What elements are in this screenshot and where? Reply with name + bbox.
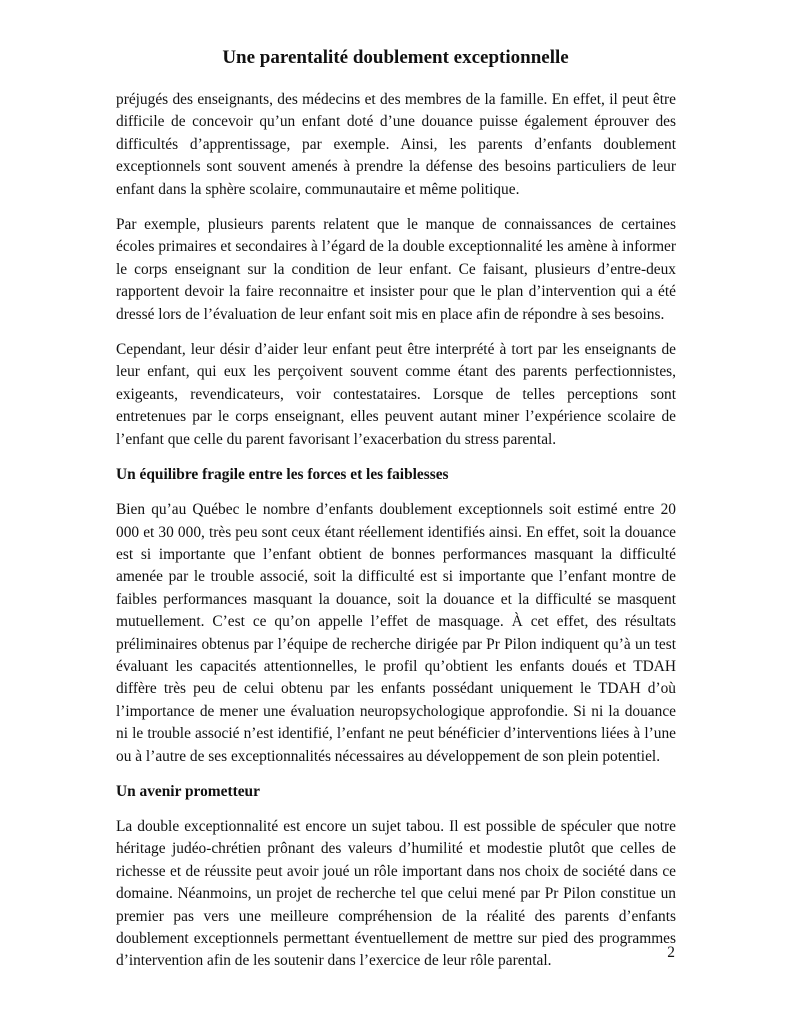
body-paragraph: Bien qu’au Québec le nombre d’enfants doublement exceptionnels soit estimé entre 20 000 et 30 000, très peu sont ceux étant réellement identifiés ainsi. En effet, soit la douance est si importante que l’enfant obtient de bonnes performances masquant la difficulté amenée par le trouble associé, soit la difficulté est si importante que l’enfant montre de faibles performances masquant la douance, soit la douance et la difficulté se masquent mutuellement. C’est ce qu’on appelle l’effet de masquage. À cet effet, des résultats préliminaires obtenus par l’équipe de recherche dirigée par Pr Pilon indiquent qu’à un test évaluant les capacités attentionnelles, le profil qu’obtient les enfants doués et TDAH diffère très peu de celui obtenu par les enfants possédant uniquement le TDAH d’où l’importance de mener une évaluation neuropsychologique approfondie. Si ni la douance ni le trouble associé n’est identifié, l’enfant ne peut bénéficier d’interventions liées à l’une ou à l’autre de ses exceptionnalités nécessaires au développement de son plein potentiel. bbox=[116, 501, 676, 765]
section-heading-future: Un avenir prometteur bbox=[116, 782, 260, 800]
section-heading-balance: Un équilibre fragile entre les forces et les faiblesses bbox=[116, 466, 449, 484]
body-paragraph: La double exceptionnalité est encore un sujet tabou. Il est possible de spéculer que notre héritage judéo-chrétien prônant des valeurs d’humilité et modestie plutôt que celles de richesse et de réussite peut avoir joué un rôle important dans nos choix de société dans ce domaine. Néanmoins, un projet de recherche tel que celui mené par Pr Pilon constitue un premier pas vers une meilleure compréhension de la réalité des parents d’enfants doublement exceptionnels permettant éventuellement de mettre sur pied des programmes d’intervention afin de les soutenir dans l’exercice de leur rôle parental. bbox=[116, 817, 676, 970]
document-body bbox=[116, 89, 676, 986]
body-paragraph: préjugés des enseignants, des médecins et des membres de la famille. En effet, il peut être difficile de concevoir qu’un enfant doté d’une douance puisse également éprouver des difficultés d’apprentissage, par exemple. Ainsi, les parents d’enfants doublement exceptionnels sont souvent amenés à prendre la défense des besoins particuliers de leur enfant dans la sphère scolaire, communautaire et même politique. bbox=[116, 91, 676, 198]
page-title: Une parentalité doublement exceptionnelle bbox=[222, 47, 569, 68]
page-number: 2 bbox=[667, 944, 675, 961]
body-paragraph: Par exemple, plusieurs parents relatent que le manque de connaissances de certaines écoles primaires et secondaires à l’égard de la double exceptionnalité les amène à informer le corps enseignant sur la condition de leur enfant. Ce faisant, plusieurs d’entre-deux rapportent devoir la faire reconnaitre et insister pour que le plan d’intervention qui a été dressé lors de l’évaluation de leur enfant soit mis en place afin de répondre à ses besoins. bbox=[116, 216, 676, 323]
body-paragraph: Cependant, leur désir d’aider leur enfant peut être interprété à tort par les enseignants de leur enfant, qui eux les perçoivent souvent comme étant des parents perfectionnistes, exigeants, revendicateurs, voir contestataires. Lorsque de telles perceptions sont entretenues par le corps enseignant, elles peuvent autant miner l’expérience scolaire de l’enfant que celle du parent favorisant l’exacerbation du stress parental. bbox=[116, 341, 676, 448]
